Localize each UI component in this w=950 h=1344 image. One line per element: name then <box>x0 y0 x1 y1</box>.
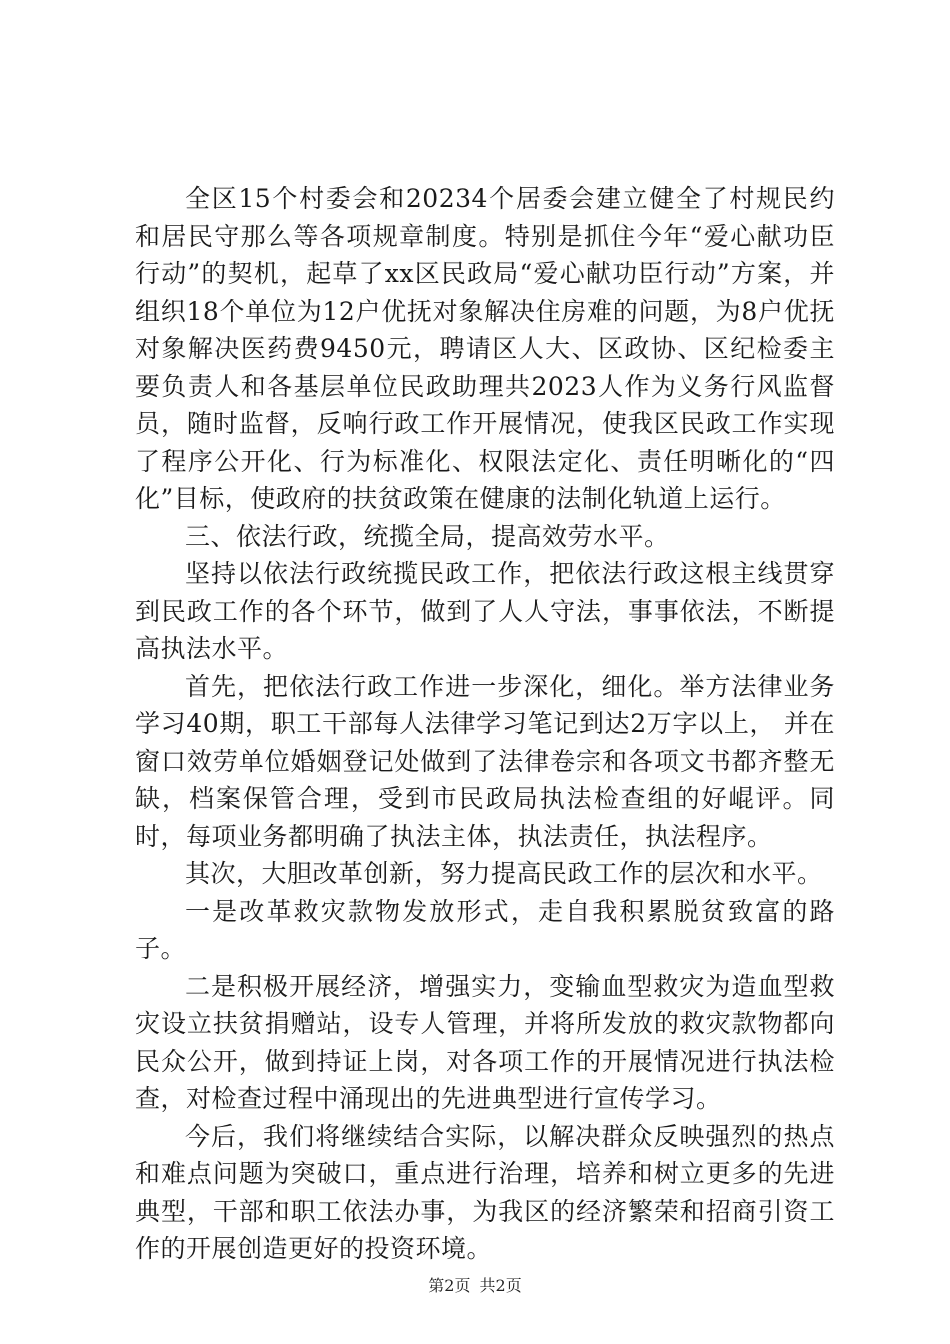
document-body <box>135 180 835 1268</box>
paragraph-first-deepen: 首先，把依法行政工作进一步深化，细化。举方法律业务学习40期，职工干部每人法律学习笔记到达2万字以上， 并在窗口效劳单位婚姻登记处做到了法律卷宗和各项文书都齐整无缺，档案保管合理，受到市民政局执法检查组的好崐评。同时，每项业务都明确了执法主体，执法责任，执法程序。 <box>135 671 835 851</box>
paragraph-lawful-administration: 坚持以依法行政统揽民政工作，把依法行政这根主线贯穿到民政工作的各个环节，做到了人人守法，事事依法，不断提高执法水平。 <box>135 559 835 663</box>
page-footer <box>0 1276 950 1296</box>
paragraph-village-rules: 全区15个村委会和20234个居委会建立健全了村规民约和居民守那么等各项规章制度。特别是抓住今年“爱心献功臣行动”的契机，起草了xx区民政局“爱心献功臣行动”方案，并组织18个单位为12户优抚对象解决住房难的问题，为8户优抚对象解决医药费9450元，聘请区人大、区政协、区纪检委主要负责人和各基层单位民政助理共2023人作为义务行风监督员，随时监督，反响行政工作开展情况，使我区民政工作实现了程序公开化、行为标准化、权限法定化、责任明晰化的“四化”目标，使政府的扶贫政策在健康的法制化轨道上运行。 <box>135 184 835 513</box>
paragraph-develop-economy: 二是积极开展经济，增强实力，变输血型救灾为造血型救灾设立扶贫捐赠站，设专人管理，并将所发放的救灾款物都向民众公开，做到持证上岗，对各项工作的开展情况进行执法检查，对检查过程中涌现出的先进典型进行宣传学习。 <box>135 971 835 1113</box>
paragraph-second-reform: 其次，大胆改革创新，努力提高民政工作的层次和水平。 <box>185 859 823 888</box>
page-number-total: 共2页 <box>479 1276 522 1295</box>
page-number-current: 第2页 <box>428 1276 471 1295</box>
paragraph-future-plans: 今后，我们将继续结合实际，以解决群众反映强烈的热点和难点问题为突破口，重点进行治理，培养和树立更多的先进典型，干部和职工依法办事，为我区的经济繁荣和招商引资工作的开展创造更好的投资环境。 <box>135 1121 835 1263</box>
section-heading-lawful-administration: 三、依法行政，统揽全局，提高效劳水平。 <box>185 521 670 551</box>
paragraph-reform-relief: 一是改革救灾款物发放形式，走自我积累脱贫致富的路子。 <box>135 896 835 963</box>
